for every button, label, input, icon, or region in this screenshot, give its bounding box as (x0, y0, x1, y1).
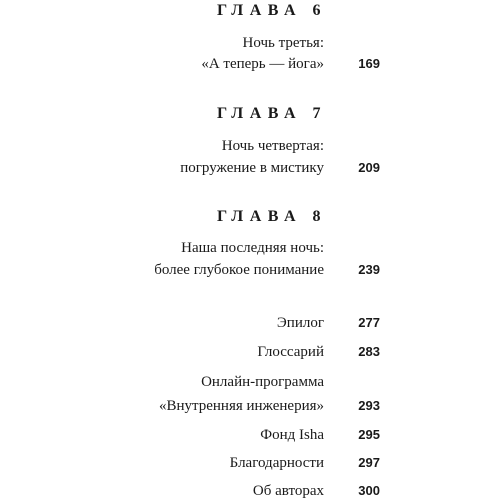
toc-entry-about-authors: Об авторах (252, 483, 324, 499)
toc-entry-isha-foundation: Фонд Isha (260, 427, 324, 443)
toc-entry-acknowledgements: Благодарности (229, 455, 324, 471)
chapter-heading: ГЛАВА 6 (217, 2, 327, 19)
toc-entry-epilogue: Эпилог (276, 315, 324, 331)
chapter-title-line: Ночь четвертая: (221, 138, 324, 154)
chapter-title-line: Ночь третья: (242, 35, 324, 51)
page-number: 169 (358, 56, 380, 71)
page-number: 277 (358, 315, 380, 330)
chapter-title-line: Наша последняя ночь: (181, 240, 324, 256)
toc-entry-glossary: Глоссарий (257, 344, 324, 360)
page-number: 300 (358, 483, 380, 498)
page-number: 209 (358, 160, 380, 175)
chapter-title-line: более глубокое понимание (154, 262, 324, 278)
toc-entry-online-program-line: «Внутренняя инженерия» (158, 398, 324, 414)
page-number: 293 (358, 398, 380, 413)
chapter-title-line: погружение в мистику (180, 160, 324, 176)
chapter-title-line: «А теперь — йога» (201, 56, 324, 72)
chapter-heading: ГЛАВА 8 (217, 208, 327, 225)
toc-entry-online-program-line: Онлайн-программа (201, 374, 324, 390)
chapter-heading: ГЛАВА 7 (217, 105, 327, 122)
page-number: 297 (358, 455, 380, 470)
page-number: 239 (358, 262, 380, 277)
page-number: 283 (358, 344, 380, 359)
page-number: 295 (358, 427, 380, 442)
